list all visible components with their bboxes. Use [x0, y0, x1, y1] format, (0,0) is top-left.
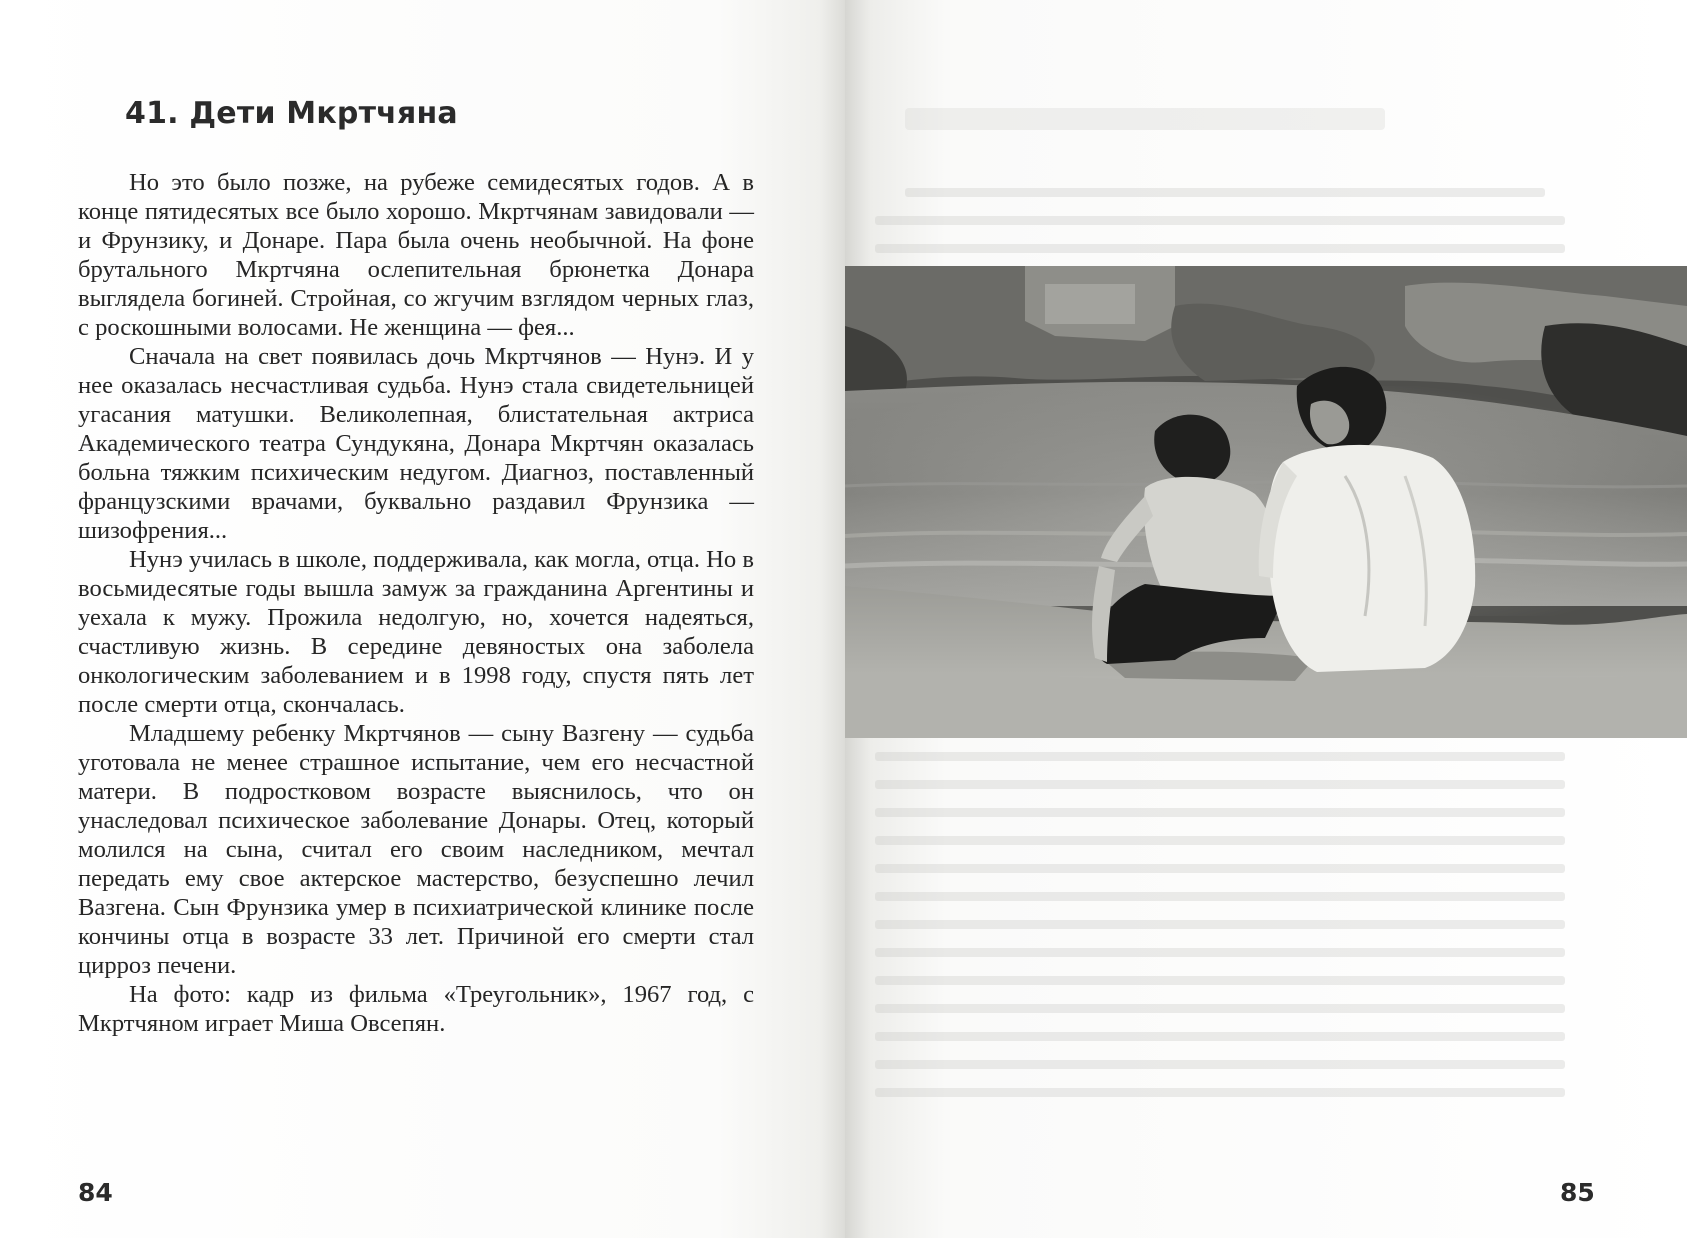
ghost-heading: [905, 108, 1385, 130]
ghost-line: [875, 948, 1565, 957]
page-number-right: 85: [1560, 1178, 1595, 1207]
paragraph: Сначала на свет появилась дочь Мкртчянов — Нунэ. И у нее оказалась несчастливая судьба. Нунэ стала свидетельницей угасания матушки. Великолепная, блистательная актриса Академического театра Сундукяна, Донара Мкртчян оказалась больна тяжким психическим недугом. Диагноз, поставленный французскими врачами, буквально раздавил Фрунзика — шизофрения...: [78, 343, 754, 544]
ghost-line: [875, 1032, 1565, 1041]
paragraph: Но это было позже, на рубеже семидесятых годов. А в конце пятидесятых все было хорошо. Мкртчянам завидовали — и Фрунзику, и Донаре. Пара была очень необычной. На фоне брутального Мкртчяна ослепительная брюнетка Донара выглядела богиней. Стройная, со жгучим взглядом черных глаз, с роскошными волосами. Не женщина — фея...: [78, 169, 754, 341]
ghost-line: [875, 216, 1565, 225]
body-text: [78, 168, 754, 1038]
ghost-line: [875, 892, 1565, 901]
page-number-left: 84: [78, 1178, 113, 1207]
ghost-line: [905, 188, 1545, 197]
ghost-line: [875, 976, 1565, 985]
film-still-photo: [845, 266, 1687, 738]
ghost-line: [875, 752, 1565, 761]
chapter-heading: 41. Дети Мкртчяна: [125, 96, 458, 131]
right-page: [845, 0, 1687, 1238]
ghost-line: [875, 864, 1565, 873]
paragraph: Нунэ училась в школе, поддерживала, как могла, отца. Но в восьмидесятые годы вышла замуж за гражданина Аргентины и уехала к мужу. Прожила недолгую, но, хочется надеяться, счастливую жизнь. В середине девяностых она заболела онкологическим заболеванием и в 1998 году, спустя пять лет после смерти отца, скончалась.: [78, 546, 754, 718]
ghost-line: [875, 780, 1565, 789]
ghost-line: [875, 836, 1565, 845]
ghost-line: [875, 808, 1565, 817]
ghost-line: [875, 920, 1565, 929]
ghost-line: [875, 1004, 1565, 1013]
ghost-line: [875, 1060, 1565, 1069]
ghost-line: [875, 1088, 1565, 1097]
paragraph: На фото: кадр из фильма «Треугольник», 1967 год, с Мкртчяном играет Миша Овсепян.: [78, 981, 754, 1037]
paragraph: Младшему ребенку Мкртчянов — сыну Вазгену — судьба уготовала не менее страшное испытание, чем его несчастной матери. В подростковом возрасте выяснилось, что он унаследовал психическое заболевание Донары. Отец, который молился на сына, считал его своим наследником, мечтал передать ему свое актерское мастерство, безуспешно лечил Вазгена. Сын Фрунзика умер в психиатрической клинике после кончины отца в возрасте 33 лет. Причиной его смерти стал цирроз печени.: [78, 720, 754, 979]
ghost-line: [875, 244, 1565, 253]
